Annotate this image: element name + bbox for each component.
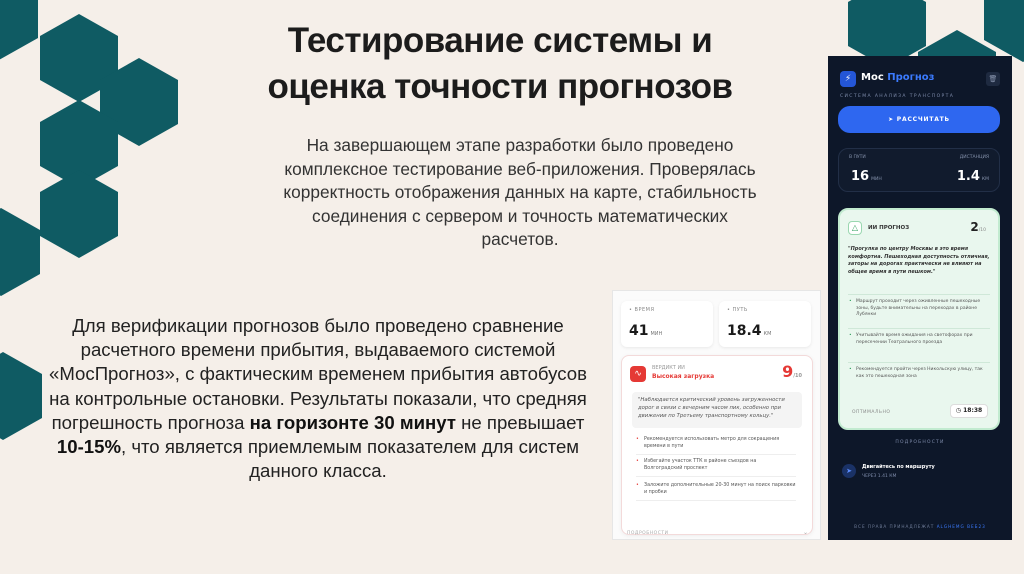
- app-screenshot-verdict: [612, 290, 821, 540]
- verdict-label: ВЕРДИКТ ИИ: [652, 365, 685, 371]
- app-logo: Мос Прогноз: [861, 72, 935, 83]
- distance-label: ДИСТАНЦИЯ: [959, 155, 989, 160]
- stat-distance-label: • ПУТЬ: [727, 307, 748, 313]
- navigation-arrow-icon: ➤: [842, 464, 856, 478]
- title-line-1: Тестирование системы и: [287, 21, 713, 60]
- hexagon-decoration: [40, 170, 118, 258]
- route-stats-card: [838, 148, 1000, 192]
- ai-forecast-quote: "Прогулка по центру Москвы в это время комфортна. Пешеходная доступность отличная, заторы на дорогах практически не влияют на общее время в пути пешком.": [848, 246, 990, 275]
- calculate-button[interactable]: ➤ РАССЧИТАТЬ: [838, 106, 1000, 133]
- time-label: В ПУТИ: [849, 155, 866, 160]
- p2-text-1: Для верификации прогнозов было проведено сравнение расчетного времени прибытия, выдаваемого системой «МосПрогноз», с фактическим временем прибытия автобусов на контрольные остановки. Результаты показали, что средняя погрешность прогноза: [49, 315, 587, 433]
- hexagon-decoration: [0, 0, 38, 60]
- ai-forecast-title: ИИ ПРОГНОЗ: [868, 225, 910, 231]
- slide-title: [230, 18, 770, 110]
- trash-icon[interactable]: 🗑: [986, 72, 1000, 86]
- recommendation-item: • Избегайте участок ТТК в районе съездов на Волгоградский проспект: [636, 458, 796, 477]
- app-screenshot-mosprognoz: [828, 56, 1012, 540]
- p2-bold-percent: 10-15%: [56, 436, 121, 458]
- details-label: ПОДРОБНОСТИ: [895, 440, 945, 445]
- p2-text-2: не превышает: [455, 411, 585, 433]
- paragraph-testing: На завершающем этапе разработки было проведено комплексное тестирование веб-приложения. Проверялась корректность отображения данных на карте, стабильность соединения с сервером и точность математических расчетов.: [283, 135, 757, 250]
- stat-time-card: [621, 301, 713, 347]
- app-header: [828, 56, 1012, 102]
- p2-text-3: , что является приемлемым показателем для систем данного класса.: [120, 436, 580, 482]
- recommendation-item: • Заложите дополнительные 20-30 минут на поиск парковки и пробки: [636, 482, 796, 501]
- verdict-quote: "Наблюдается критический уровень загруженности дорог в связи с вечерним часом пик, особенно при движении по Третьему транспортному кольцу.": [632, 392, 802, 428]
- ai-forecast-card: [838, 208, 1000, 430]
- stat-distance-value: 18.4 КМ: [727, 323, 772, 339]
- ai-advice-item: • Рекомендуется пройти через Никольскую улицу, так как это пешеходная зона: [848, 362, 990, 380]
- pulse-icon: ∿: [630, 366, 646, 382]
- ai-verdict-card: [621, 355, 813, 535]
- route-step-sub: ЧЕРЕЗ 1.41 КМ: [862, 474, 897, 479]
- stat-time-value: 41 МИН: [629, 323, 663, 339]
- stat-distance-card: [719, 301, 811, 347]
- verdict-score: 9/10: [782, 362, 802, 381]
- route-step-title: Двигайтесь по маршруту: [862, 464, 935, 470]
- details-label: ПОДРОБНОСТИ: [627, 531, 669, 536]
- verdict-title: Высокая загрузка: [652, 373, 715, 380]
- title-line-2: оценка точности прогнозов: [267, 67, 733, 106]
- route-step[interactable]: [838, 456, 1000, 490]
- ai-forecast-score: 2/10: [970, 220, 986, 234]
- ai-advice-item: • Учитывайте время ожидания на светофорах при пересечении Театрального проезда: [848, 328, 990, 346]
- copyright: ВСЕ ПРАВА ПРИНАДЛЕЖАТ ALGHEMG ВЕБ23: [854, 524, 986, 529]
- arrival-time: ◷ 18:38: [950, 404, 988, 418]
- ai-advice-item: • Маршрут проходит через оживленные пешеходные зоны, будьте внимательны на переходах в районе Лубянки: [848, 294, 990, 319]
- stat-time-label: • ВРЕМЯ: [629, 307, 655, 313]
- recommendation-item: • Рекомендуется использовать метро для сокращения времени в пути: [636, 436, 796, 455]
- p2-bold-horizon: на горизонте 30 минут: [249, 411, 456, 433]
- warning-triangle-icon: △: [848, 221, 862, 235]
- time-value: 16 МИН: [851, 169, 882, 184]
- distance-value: 1.4 КМ: [956, 169, 989, 184]
- hexagon-decoration: [0, 352, 42, 440]
- chevron-down-icon: ⌄: [802, 529, 808, 536]
- app-subtitle: СИСТЕМА АНАЛИЗА ТРАНСПОРТА: [840, 94, 955, 99]
- paragraph-verification: [48, 314, 588, 483]
- lightning-icon: ⚡: [840, 71, 856, 87]
- hexagon-decoration: [0, 208, 40, 296]
- status-optimal: ОПТИМАЛЬНО: [852, 410, 891, 415]
